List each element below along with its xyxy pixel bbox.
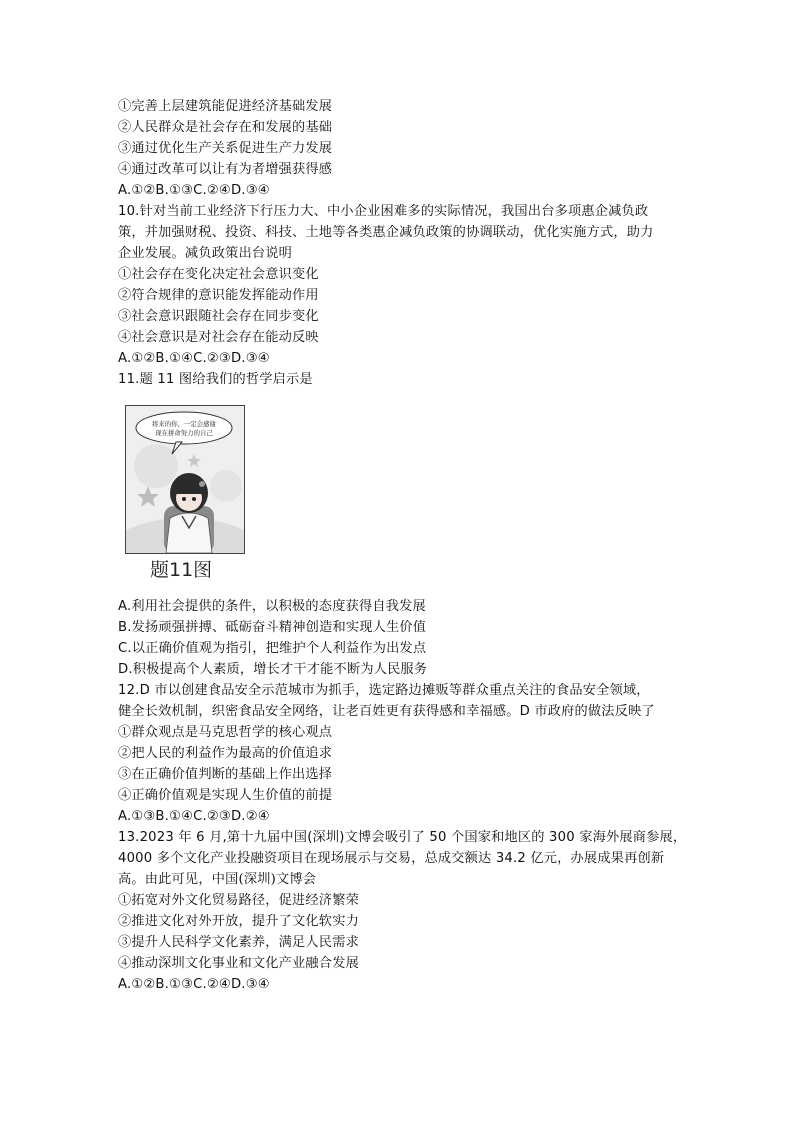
bubble-text-line-1: 将来的你，一定会感谢 xyxy=(152,420,216,428)
q13-stem-line-1: 13.2023 年 6 月,第十九届中国(深圳)文博会吸引了 50 个国家和地区的 300 家海外展商参展， xyxy=(118,830,687,845)
q13-answers: A.①②B.①③C.②④D.③④ xyxy=(118,977,270,992)
q12-option-2: ②把人民的利益作为最高的价值追求 xyxy=(118,746,333,761)
q11-figure-caption: 题11图 xyxy=(150,559,213,581)
q11-option-a: A.利用社会提供的条件，以积极的态度获得自我发展 xyxy=(118,599,426,614)
q13-option-2: ②推进文化对外开放，提升了文化软实力 xyxy=(118,914,359,929)
q9-option-2: ②人民群众是社会存在和发展的基础 xyxy=(118,120,333,135)
q10-answers: A.①②B.①④C.②③D.③④ xyxy=(118,351,270,366)
q9-option-3: ③通过优化生产关系促进生产力发展 xyxy=(118,141,333,156)
cartoon-illustration xyxy=(126,406,244,553)
q10-stem-line-3: 企业发展。减负政策出台说明 xyxy=(118,246,293,261)
q12-stem-line-1: 12.D 市以创建食品安全示范城市为抓手，选定路边摊贩等群众重点关注的食品安全领域， xyxy=(118,683,650,698)
q11-option-c: C.以正确价值观为指引，把维护个人利益作为出发点 xyxy=(118,641,427,656)
q12-stem-line-2: 健全长效机制，织密食品安全网络，让老百姓更有获得感和幸福感。D 市政府的做法反映了 xyxy=(118,704,655,719)
q11-stem: 11.题 11 图给我们的哲学启示是 xyxy=(118,372,313,387)
q10-option-2: ②符合规律的意识能发挥能动作用 xyxy=(118,288,319,303)
q9-option-1: ①完善上层建筑能促进经济基础发展 xyxy=(118,99,333,114)
q11-option-d: D.积极提高个人素质，增长才干才能不断为人民服务 xyxy=(118,662,428,677)
q9-option-4: ④通过改革可以让有为者增强获得感 xyxy=(118,162,333,177)
q10-option-4: ④社会意识是对社会存在能动反映 xyxy=(118,330,319,345)
q10-option-1: ①社会存在变化决定社会意识变化 xyxy=(118,267,319,282)
q9-answers: A.①②B.①③C.②④D.③④ xyxy=(118,183,270,198)
q11-cartoon-figure xyxy=(125,405,245,554)
q10-stem-line-2: 策，并加强财税、投资、科技、土地等各类惠企减负政策的协调联动，优化实施方式，助力 xyxy=(118,225,654,240)
q12-option-1: ①群众观点是马克思哲学的核心观点 xyxy=(118,725,333,740)
bubble-text-line-2: 现在拼命努力的自己 xyxy=(155,429,213,437)
q10-stem-line-1: 10.针对当前工业经济下行压力大、中小企业困难多的实际情况，我国出台多项惠企减负政 xyxy=(118,204,649,219)
q12-option-4: ④正确价值观是实现人生价值的前提 xyxy=(118,788,333,803)
q12-answers: A.①③B.①④C.②③D.②④ xyxy=(118,809,270,824)
q11-option-b: B.发扬顽强拼搏、砥砺奋斗精神创造和实现人生价值 xyxy=(118,620,427,635)
q13-option-1: ①拓宽对外文化贸易路径，促进经济繁荣 xyxy=(118,893,359,908)
q13-stem-line-2: 4000 多个文化产业投融资项目在现场展示与交易，总成交额达 34.2 亿元，办展成果再创新 xyxy=(118,851,665,866)
q13-option-4: ④推动深圳文化事业和文化产业融合发展 xyxy=(118,956,359,971)
q12-option-3: ③在正确价值判断的基础上作出选择 xyxy=(118,767,333,782)
q13-stem-line-3: 高。由此可见，中国(深圳)文博会 xyxy=(118,872,317,887)
q13-option-3: ③提升人民科学文化素养，满足人民需求 xyxy=(118,935,359,950)
q10-option-3: ③社会意识跟随社会存在同步变化 xyxy=(118,309,319,324)
